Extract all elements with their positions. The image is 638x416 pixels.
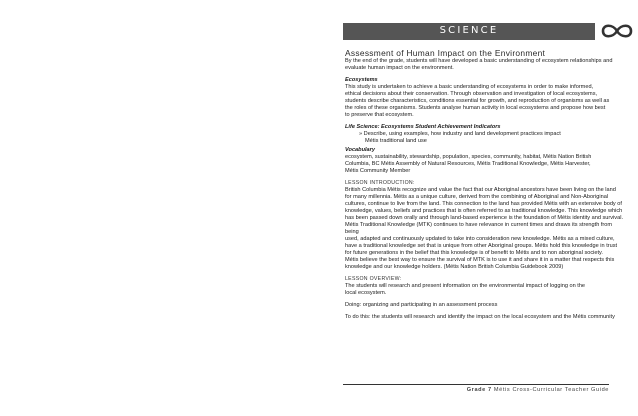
lesson-intro-line: has been passed down orally and through land-based experience is the foundation of Métis identity and survival.: [345, 215, 623, 221]
banner-title: SCIENCE: [439, 25, 499, 36]
page-footer: [343, 387, 609, 393]
ecosystems-heading: Ecosystems: [345, 77, 378, 83]
todo-line: [345, 314, 625, 321]
footer-divider: [343, 384, 609, 385]
section-banner: [343, 23, 595, 40]
vocabulary-line: ecosystem, sustainability, stewardship, population, species, community, habitat, Métis Nation British: [345, 154, 592, 160]
ecosystems-line: the roles of these organisms. Students analyse human activity in local ecosystems and propose how best: [345, 105, 606, 111]
ecosystems-line: to preserve that ecosystem.: [345, 112, 414, 118]
infinity-icon: [600, 22, 634, 40]
footer-guide-title: Métis Cross-Curricular Teacher Guide: [491, 387, 609, 393]
doing-line: [345, 302, 625, 309]
lesson-intro-line: have a traditional knowledge set that is unique from other Aboriginal groups. Métis hold this knowledge in trust: [345, 243, 618, 249]
lesson-intro-line: knowledge, values, beliefs and practices that is often referred to as traditional knowledge. This knowledge which: [345, 208, 623, 214]
indicators-heading: Life Science: Ecosystems Student Achievement Indicators: [345, 124, 501, 130]
page-content: [345, 48, 625, 321]
todo-text: the students will research and identify the impact on the local ecosystem and the Métis community: [370, 314, 615, 320]
ecosystems-line: students describe characteristics, conditions essential for growth, and reproduction of organisms as well as: [345, 98, 610, 104]
indicator-item-cont: Métis traditional land use: [365, 138, 427, 144]
vocabulary-line: Columbia, BC Métis Assembly of Natural Resources, Métis Traditional Knowledge, Métis Harvester,: [345, 161, 591, 167]
overview-line: local ecosystem.: [345, 290, 387, 296]
ecosystems-line: ethical decisions about their conservation. Through observation and investigation of local ecosystems,: [345, 91, 598, 97]
vocabulary-line: Métis Community Member: [345, 168, 411, 174]
lesson-intro-line: Métis Traditional Knowledge (MTK) continues to have relevance in current times and draws its strength from being: [345, 222, 613, 235]
lesson-intro-line: knowledge and our knowledge holders. (Métis Nation British Columbia Guidebook 2009): [345, 264, 564, 270]
lesson-overview-label: LESSON OVERVIEW:: [345, 276, 402, 282]
vocabulary-heading: Vocabulary: [345, 147, 375, 153]
lesson-intro-line: cultures, continue to live from the land. This connection to the land has provided Métis with an extensive body of: [345, 201, 622, 207]
lesson-intro-line: for many millennia. Métis as a unique culture, derived from the combining of Aboriginal and Non-Aboriginal: [345, 194, 609, 200]
lesson-intro-label: LESSON INTRODUCTION:: [345, 180, 415, 186]
lesson-intro-line: for future generations in the belief that this knowledge is of benefit to Métis and to non aboriginal society.: [345, 250, 603, 256]
overview-line: The students will research and present information on the environmental impact of logging on the: [345, 283, 586, 289]
doing-label: Doing:: [345, 302, 362, 308]
lesson-intro-line: used, adapted and continuously updated to take into consideration new knowledge. Métis as a mixed culture,: [345, 236, 615, 242]
ecosystems-line: This study is undertaken to achieve a basic understanding of ecosystems in order to make informed,: [345, 84, 594, 90]
indicator-item: » Describe, using examples, how industry and land development practices impact: [359, 131, 561, 137]
lesson-intro-line: British Columbia Métis recognize and value the fact that our Aboriginal ancestors have been living on the land: [345, 187, 616, 193]
page-title: Assessment of Human Impact on the Environment: [345, 48, 546, 58]
intro-text: By the end of the grade, students will have developed a basic understanding of ecosystem relationships and evaluate human impact on the environment.: [345, 58, 613, 71]
lesson-intro-line: Métis believe the best way to ensure the survival of MTK is to use it and share it in a matter that respects this: [345, 257, 615, 263]
doing-text: organizing and participating in an assessment process: [361, 302, 498, 308]
footer-grade: Grade 7: [466, 387, 492, 393]
todo-label: To do this:: [345, 314, 371, 320]
